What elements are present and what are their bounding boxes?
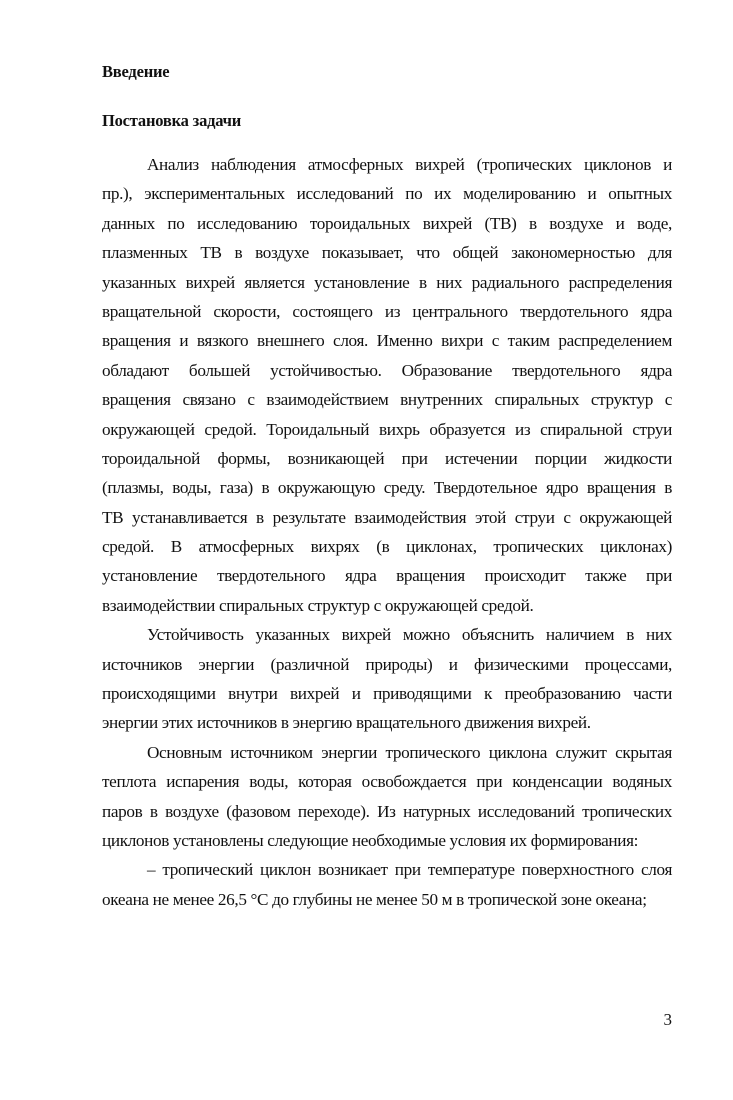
text-line: тороидальной формы, возникающей при истечении порции жидкости [102,448,672,468]
text-line: ТВ устанавливается в результате взаимодействия этой струи с окружающей [102,507,672,527]
document-body [102,150,672,914]
section-heading: Введение [102,62,170,81]
text-line: данных по исследованию тороидальных вихрей (ТВ) в воздухе и воде, [102,213,672,233]
subsection-heading: Постановка задачи [102,111,242,130]
paragraph [102,738,672,856]
text-line: установление твердотельного ядра вращения происходит также при [102,566,672,586]
page-number: 3 [663,1010,672,1029]
text-line: Устойчивость указанных вихрей можно объяснить наличием в них [147,625,672,645]
text-line: Основным источником энергии тропического циклона служит скрытая [147,742,672,762]
text-line: указанных вихрей является установление в них радиального распределения [102,272,672,292]
text-line: – тропический циклон возникает при температуре поверхностного слоя [147,860,672,880]
text-line: паров в воздухе (фазовом переходе). Из натурных исследований тропических [102,801,672,821]
text-line: средой. В атмосферных вихрях (в циклонах, тропических циклонах) [102,537,672,557]
text-line: океана не менее 26,5 °С до глубины не менее 50 м в тропической зоне океана; [102,889,647,909]
text-line: энергии этих источников в энергию вращательного движения вихрей. [102,713,591,733]
text-line: вращения связано с взаимодействием внутренних спиральных структур с [102,390,672,410]
text-line: вращательной скорости, состоящего из центрального твердотельного ядра [102,301,672,321]
text-line: вращения и вязкого внешнего слоя. Именно вихри с таким распределением [102,331,672,351]
text-line: Анализ наблюдения атмосферных вихрей (тропических циклонов и [147,155,672,174]
text-line: происходящими внутри вихрей и приводящими к преобразованию части [102,684,672,704]
text-line: циклонов установлены следующие необходимые условия их формирования: [102,830,639,850]
text-line: источников энергии (различной природы) и физическими процессами, [102,654,672,674]
paragraph [102,620,672,738]
text-line: теплота испарения воды, которая освобождается при конденсации водяных [102,772,672,792]
text-line: окружающей средой. Тороидальный вихрь образуется из спиральной струи [102,419,672,439]
text-line: взаимодействии спиральных структур с окружающей средой. [102,595,534,615]
text-line: плазменных ТВ в воздухе показывает, что общей закономерностью для [102,243,672,263]
paragraph [102,150,672,620]
paragraph [102,855,672,914]
text-line: пр.), экспериментальных исследований по их моделированию и опытных [102,184,672,204]
text-line: (плазмы, воды, газа) в окружающую среду. Твердотельное ядро вращения в [102,478,672,498]
text-line: обладают большей устойчивостью. Образование твердотельного ядра [102,360,672,380]
